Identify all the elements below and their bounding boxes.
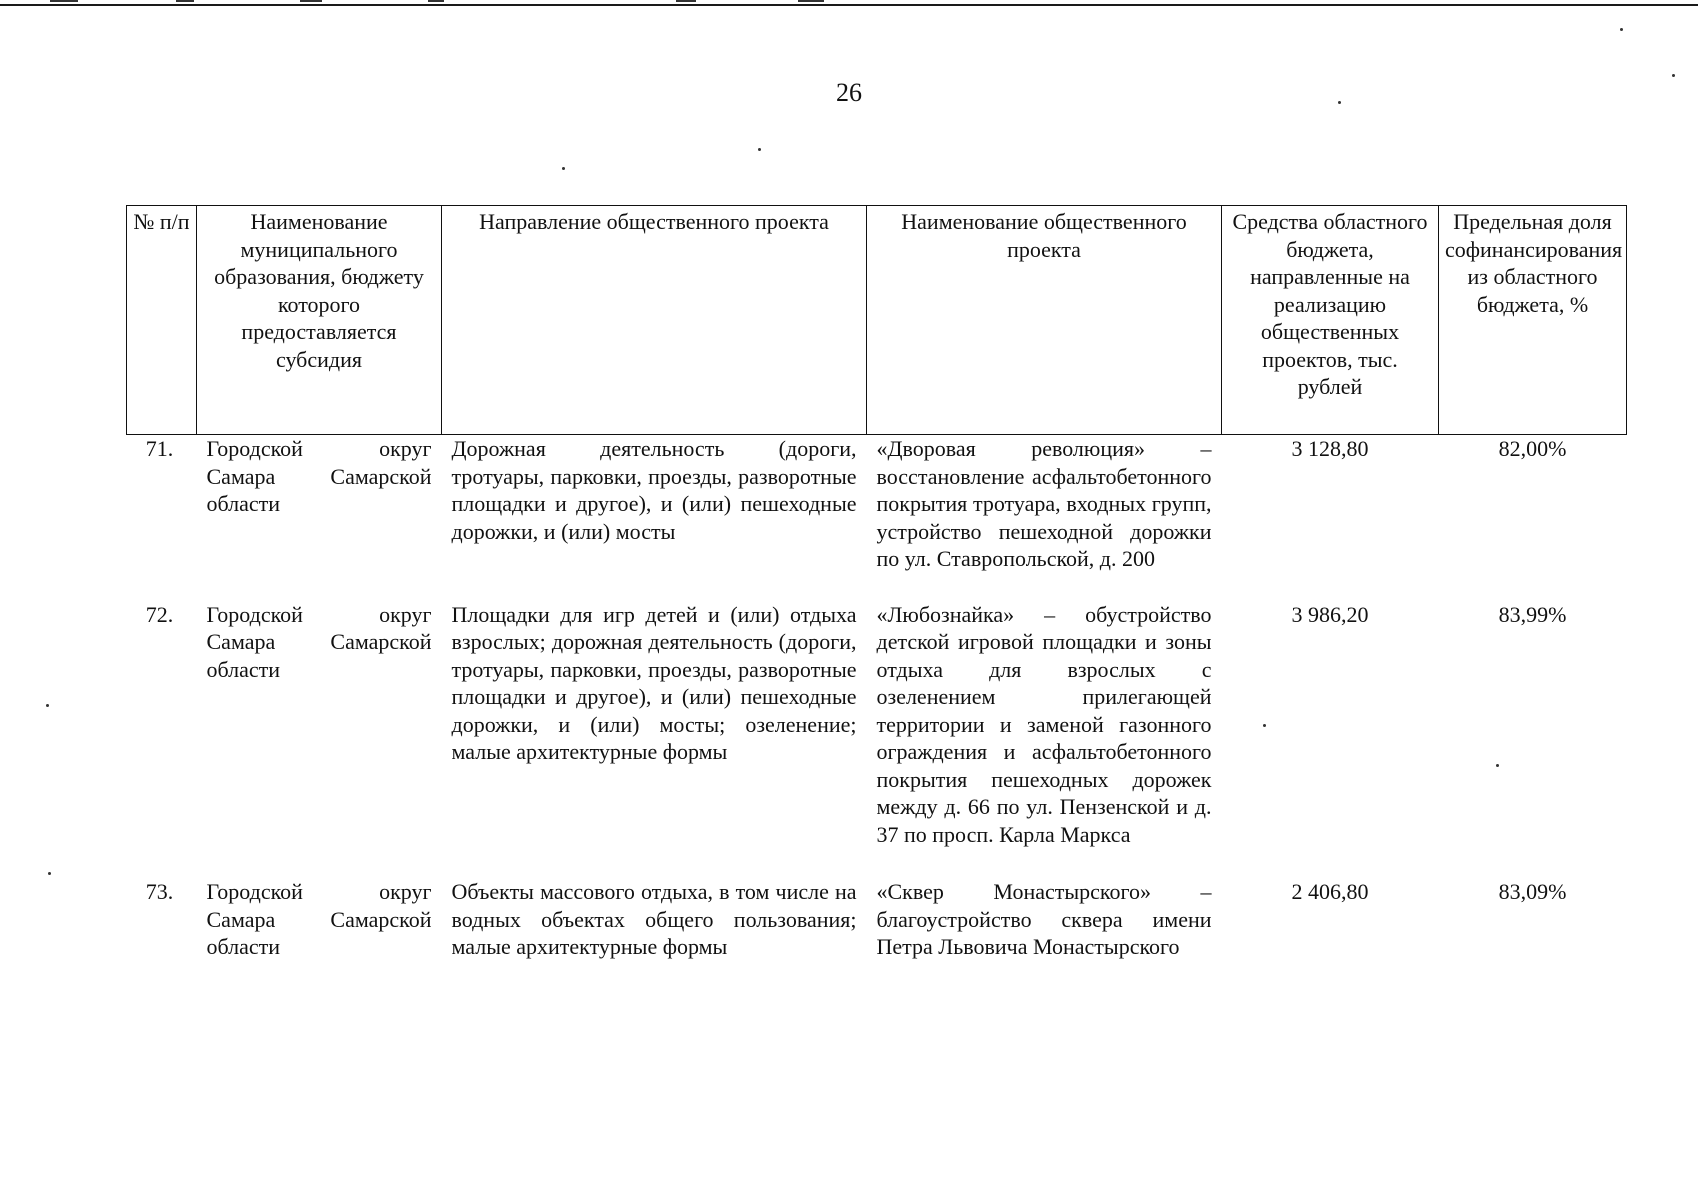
- scan-speck: [46, 704, 49, 707]
- header-project-name: Наименование общественного проекта: [867, 206, 1222, 435]
- scan-artifact: [176, 0, 194, 2]
- row-municipality: Городской округ Самара Самарской области: [206, 436, 432, 516]
- row-funds: 3 986,20: [1291, 601, 1369, 627]
- page-number: 26: [836, 78, 862, 107]
- row-project-name: «Сквер Монастырского» – благоустройство сквера имени Петра Львовича Монастырского: [876, 879, 1212, 959]
- scan-speck: [48, 872, 51, 875]
- table-row: [127, 601, 1627, 879]
- row-direction: Дорожная деятельность (дороги, тротуары, парковки, проезды, разворотные площадки и другое), и (или) пешеходные дорожки, и (или) мосты: [451, 436, 857, 544]
- header-share: Предельная доля софинансирования из областного бюджета, %: [1439, 206, 1627, 435]
- table-row: [127, 878, 1627, 961]
- row-share: 83,09%: [1498, 879, 1567, 904]
- row-num: 71.: [145, 436, 174, 461]
- scan-speck: [758, 148, 761, 151]
- scan-top-border: [0, 4, 1698, 6]
- row-municipality: Городской округ Самара Самарской области: [206, 601, 432, 682]
- row-project-name: «Дворовая революция» – восстановление асфальтобетонного покрытия тротуара, входных групп, устройство пешеходной дорожки по ул. Ставропольской, д. 200: [876, 436, 1212, 571]
- header-municipality: Наименование муниципального образования, бюджету которого предоставляется субсидия: [197, 206, 442, 435]
- row-num: 73.: [145, 879, 174, 904]
- row-funds: 3 128,80: [1291, 436, 1369, 461]
- row-municipality: Городской округ Самара Самарской области: [206, 879, 432, 959]
- header-funds: Средства областного бюджета, направленные на реализацию общественных проектов, тыс. рублей: [1222, 206, 1439, 435]
- table-row: [127, 435, 1627, 601]
- scan-speck: [1672, 74, 1675, 77]
- row-num: 72.: [145, 601, 174, 627]
- scan-speck: [1620, 28, 1623, 31]
- table-header-row: [127, 206, 1627, 435]
- scan-artifact: [50, 0, 78, 2]
- scan-artifact: [300, 0, 322, 2]
- header-num: № п/п: [127, 206, 197, 435]
- subsidy-table: [126, 205, 1627, 961]
- row-direction: Площадки для игр детей и (или) отдыха взрослых; дорожная деятельность (дороги, тротуары, парковки, проезды, разворотные площадки и другое), и (или) пешеходные дорожки, и (или) мосты; озеленение; малые архитектурные формы: [451, 601, 857, 764]
- header-direction: Направление общественного проекта: [442, 206, 867, 435]
- scan-artifact: [428, 0, 444, 2]
- row-project-name: «Любознайка» – обустройство детской игровой площадки и зоны отдыха для взрослых с озеленением прилегающей территории и заменой газонного ограждения и асфальтобетонного покрытия пешеходных дорожек между д. 66 по ул. Пензенской и д. 37 по просп. Карла Маркса: [876, 601, 1212, 847]
- row-direction: Объекты массового отдыха, в том числе на водных объектах общего пользования; малые архитектурные формы: [451, 879, 857, 959]
- row-share: 82,00%: [1498, 436, 1567, 461]
- scan-artifact: [798, 0, 824, 2]
- row-share: 83,99%: [1498, 601, 1567, 627]
- row-funds: 2 406,80: [1291, 879, 1369, 904]
- scan-artifact: [676, 0, 696, 2]
- scan-speck: [562, 167, 565, 170]
